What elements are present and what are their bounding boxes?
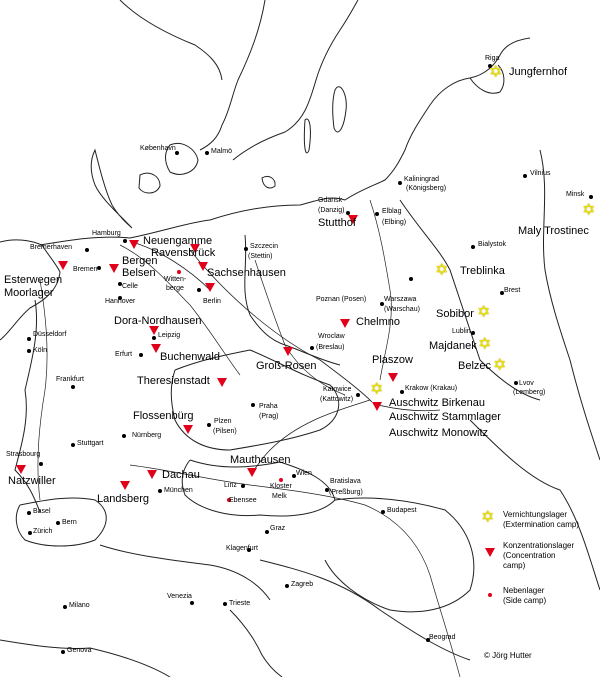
baltic-coast [40, 38, 530, 245]
city-erfurt: Erfurt [115, 351, 133, 358]
camp-natzwiller: Natzwiller [8, 475, 56, 487]
erfurt-dot [139, 353, 143, 357]
warszawa-dot [409, 277, 413, 281]
city-minsk: Minsk [566, 191, 585, 198]
marker-landsberg [120, 481, 130, 490]
camp-buchenwald: Buchenwald [160, 351, 220, 363]
bremerhaven-dot [85, 248, 89, 252]
camp-gross-rosen: Groß-Rosen [256, 360, 317, 372]
camp-mauthausen: Mauthausen [230, 454, 291, 466]
marker-berlin-camp [205, 283, 215, 292]
city-warszawa: Warszawa [384, 296, 417, 303]
city-poznan: Poznan (Posen) [316, 296, 367, 303]
camp-theresienstadt: Theresienstadt [137, 375, 210, 387]
malmo-dot [205, 151, 209, 155]
river-danube [130, 465, 460, 677]
marker-natzwiller [16, 465, 26, 474]
italy-border [100, 545, 270, 600]
legend-extermination-label [503, 510, 579, 530]
kaliningrad-dot [398, 181, 402, 185]
camp-plaszow: Plaszow [372, 354, 413, 366]
zagreb-dot [285, 584, 289, 588]
city-brest: Brest [504, 287, 521, 294]
city-genova: Genova [67, 647, 92, 654]
camp-sachsenhausen: Sachsenhausen [207, 267, 286, 279]
basel-dot [27, 511, 31, 515]
bornholm [262, 176, 275, 188]
camp-bergen: Bergen [122, 255, 158, 267]
legend-extermination-icon: ✡ [481, 509, 495, 526]
city-nurnberg: Nürnberg [132, 432, 162, 439]
hungary-border [325, 498, 474, 612]
legend-side-line-2: (Side camp) [503, 596, 547, 605]
budapest-dot [381, 510, 385, 514]
camp-ravensbruck: Ravensbrück [151, 247, 216, 259]
city-katowice: Katowice [323, 386, 352, 393]
camp-dora: Dora-Nordhausen [114, 315, 202, 327]
camp-dachau: Dachau [162, 469, 200, 481]
frankfurt-dot [71, 385, 75, 389]
praha-dot [251, 403, 255, 407]
star-belzec: ✡ [493, 357, 507, 374]
szczecin-dot [244, 247, 248, 251]
legend-concentration-line-2: (Concentration [503, 551, 556, 560]
leipzig-dot [152, 336, 156, 340]
legend-side-line-1: Nebenlager [503, 586, 545, 595]
city-kloster: Kloster [270, 483, 292, 490]
norway-coast [120, 0, 222, 80]
city-venezia: Venezia [167, 593, 192, 600]
star-sobibor: ✡ [477, 304, 491, 321]
marker-auschwitz [372, 402, 382, 411]
marker-theresienstadt [217, 378, 227, 387]
city-danzig: (Danzig) [318, 207, 345, 214]
city-dusseldorf: Düsseldorf [33, 331, 67, 338]
city-vilnius: Vilnius [530, 170, 551, 177]
jutland [91, 150, 132, 228]
adriatic-coast [230, 610, 282, 677]
hamburg-dot [123, 239, 127, 243]
camp-chelmno: Chelmno [356, 316, 401, 328]
city-graz: Graz [270, 525, 286, 532]
city-strasbourg: Strasbourg [6, 451, 41, 458]
city-hannover: Hannover [105, 298, 136, 305]
berlin-dot [197, 288, 201, 292]
camp-auschwitz-monowitz: Auschwitz Monowitz [389, 427, 489, 439]
city-warschau: (Warschau) [384, 306, 420, 313]
graz-dot [265, 530, 269, 534]
city-pressburg: (Preßburg) [329, 489, 363, 496]
city-wroclaw: Wroclaw [318, 333, 345, 340]
wroclaw-dot [310, 346, 314, 350]
side-camp-wittenberge [177, 270, 181, 274]
camp-stutthof: Stutthof [318, 217, 356, 229]
camp-majdanek: Majdanek [429, 340, 477, 352]
camp-jungfernhof: Jungfernhof [509, 66, 568, 78]
star-majdanek: ✡ [478, 336, 492, 353]
katowice-dot [356, 393, 360, 397]
city-koenigsberg: (Königsberg) [406, 185, 447, 192]
city-bremerhaven: Bremerhaven [30, 244, 73, 251]
camp-esterwegen: Esterwegen [4, 274, 63, 286]
funen [139, 173, 160, 193]
legend-extermination-line-2: (Extermination camp) [503, 520, 580, 529]
city-koln: Köln [33, 347, 48, 354]
koln-dot [27, 349, 31, 353]
camp-flossenburg: Flossenbürg [133, 410, 194, 422]
city-szczecin: Szczecin [250, 243, 279, 250]
bialystok-dot [471, 245, 475, 249]
sweden-coast [200, 0, 358, 160]
camp-landsberg: Landsberg [97, 493, 149, 505]
marker-gross-rosen [283, 347, 293, 356]
city-plzen: Plzen [214, 418, 232, 425]
city-wittenberge-2: berge [166, 285, 184, 292]
legend-concentration-icon [485, 548, 495, 557]
city-milano: Milano [69, 602, 90, 609]
legend-concentration-label [503, 541, 574, 571]
camp-moorlager: Moorlager [4, 287, 54, 299]
city-kattowitz: (Kattowitz) [320, 396, 354, 403]
city-wien: Wien [296, 470, 312, 477]
trieste-dot [223, 602, 227, 606]
city-zagreb: Zagreb [291, 581, 314, 588]
italy-coast [0, 640, 170, 677]
river-vistula [370, 200, 391, 380]
city-malmo: Malmö [211, 148, 233, 155]
marker-neuengamme [129, 240, 139, 249]
marker-esterwegen [58, 261, 68, 270]
camp-treblinka: Treblinka [460, 265, 505, 277]
marker-dachau [147, 470, 157, 479]
city-frankfurt: Frankfurt [56, 376, 85, 383]
camp-neuengamme: Neuengamme [143, 235, 213, 247]
city-beograd: Beograd [429, 634, 456, 641]
city-praha: Praha [259, 403, 278, 410]
munchen-dot [158, 489, 162, 493]
oland [304, 119, 310, 153]
city-lemberg: (Lemberg) [513, 389, 546, 396]
legend-concentration-line-1: Konzentrationslager [503, 541, 575, 550]
venezia-dot [190, 601, 194, 605]
gotland [333, 87, 347, 132]
city-celle: Celle [122, 283, 138, 290]
city-elbing: (Elbing) [382, 219, 407, 226]
legend-side-camp-icon [488, 593, 492, 597]
minsk-dot [589, 195, 593, 199]
city-pilsen: (Pilsen) [213, 428, 237, 435]
side-camp-melk [279, 478, 283, 482]
milano-dot [63, 605, 67, 609]
city-budapest: Budapest [387, 507, 417, 514]
city-basel: Basel [33, 508, 51, 515]
city-bialystok: Bialystok [478, 241, 507, 248]
city-wittenberge-1: Witten- [164, 276, 187, 283]
city-klagenfurt: Klagenfurt [226, 545, 258, 552]
legend-extermination-line-1: Vernichtungslager [503, 510, 568, 519]
city-munchen: München [164, 487, 193, 494]
plzen-dot [207, 423, 211, 427]
lvov-dot [514, 381, 518, 385]
vilnius-dot [523, 174, 527, 178]
nurnberg-dot [122, 434, 126, 438]
camp-sobibor: Sobibor [436, 308, 474, 320]
city-berlin: Berlin [203, 298, 221, 305]
city-hamburg: Hamburg [92, 230, 121, 237]
linz-dot [241, 484, 245, 488]
strasbourg-dot [39, 462, 43, 466]
yugoslavia-border [260, 560, 470, 660]
star-maly-trostinec: ✡ [582, 202, 596, 219]
zurich-dot [28, 531, 32, 535]
city-zurich: Zürich [33, 528, 53, 535]
legend-concentration-line-3: camp) [503, 561, 526, 570]
star-jungfernhof: ✡ [489, 64, 503, 81]
city-leipzig: Leipzig [158, 332, 181, 339]
genova-dot [61, 650, 65, 654]
city-gdansk: Gdansk [318, 197, 343, 204]
city-stettin: (Stettin) [248, 253, 273, 260]
stuttgart-dot [71, 443, 75, 447]
copyright: © Jörg Hutter [484, 651, 532, 660]
camp-auschwitz-stammlager: Auschwitz Stammlager [389, 411, 501, 423]
city-bratislava: Bratislava [330, 478, 361, 485]
city-stuttgart: Stuttgart [77, 440, 104, 447]
city-elblag: Elblag [382, 208, 402, 215]
river-rhine [38, 280, 47, 500]
marker-bergen-belsen [109, 264, 119, 273]
city-trieste: Trieste [229, 600, 251, 607]
city-bremen: Bremen [73, 266, 98, 273]
camp-belsen: Belsen [122, 267, 156, 279]
city-kaliningrad: Kaliningrad [404, 176, 440, 183]
camp-belzec: Belzec [458, 360, 492, 372]
city-riga: Riga [485, 55, 500, 62]
marker-flossenburg [183, 425, 193, 434]
krakow-dot [400, 390, 404, 394]
city-prag: (Prag) [259, 413, 279, 420]
city-melk: Melk [272, 493, 287, 500]
camp-auschwitz-birkenau: Auschwitz Birkenau [389, 397, 485, 409]
city-linz: Linz [224, 482, 237, 489]
marker-plaszow [388, 373, 398, 382]
legend-side-camp-label [503, 586, 546, 606]
austria-border [182, 460, 335, 516]
city-krakow: Krakow (Krakau) [405, 385, 458, 392]
star-treblinka: ✡ [435, 262, 449, 279]
star-auschwitz-birkenau: ✡ [370, 381, 384, 398]
city-lublin: Lublin [452, 328, 471, 335]
elblag-dot [375, 212, 379, 216]
marker-mauthausen [247, 468, 257, 477]
city-lvov: Lvov [519, 380, 534, 387]
dusseldorf-dot [27, 337, 31, 341]
bern-dot [56, 521, 60, 525]
city-bern: Bern [62, 519, 77, 526]
city-kobenhavn: København [140, 145, 176, 152]
city-breslau: (Breslau) [316, 344, 345, 351]
marker-chelmno [340, 319, 350, 328]
camp-ebensee: Ebensee [229, 497, 257, 504]
camp-maly-trostinec: Maly Trostinec [518, 225, 589, 237]
lublin-dot [471, 331, 475, 335]
